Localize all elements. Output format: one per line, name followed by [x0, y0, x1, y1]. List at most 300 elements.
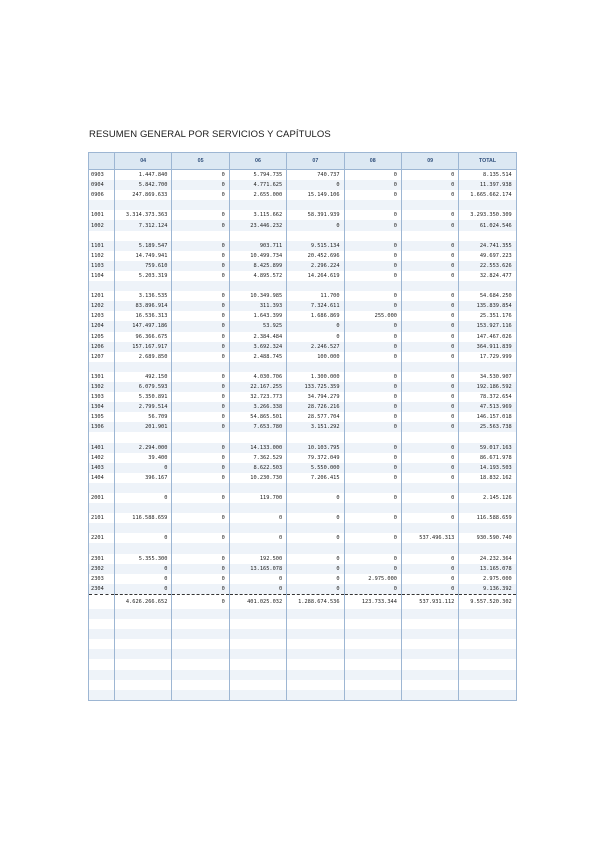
table-cell: 5.794.735: [229, 170, 286, 181]
empty-cell: [401, 670, 458, 680]
table-row: [89, 210, 517, 220]
table-cell: [287, 523, 344, 533]
table-cell: 0: [172, 382, 229, 392]
table-cell: 0: [344, 412, 401, 422]
table-cell: 0: [344, 251, 401, 261]
row-code-cell: [89, 503, 115, 513]
table-cell: 32.824.477: [459, 271, 516, 281]
header-row: [89, 153, 517, 170]
table-cell: 0: [401, 382, 458, 392]
table-cell: 0: [344, 402, 401, 412]
table-cell: 14.264.619: [287, 271, 344, 281]
table-cell: 15.149.106: [287, 190, 344, 200]
table-cell: 0: [172, 493, 229, 503]
table-cell: 3.136.535: [115, 291, 172, 301]
table-cell: 0: [115, 493, 172, 503]
table-cell: 0: [172, 251, 229, 261]
table-cell: [287, 503, 344, 513]
table-cell: 3.692.324: [229, 342, 286, 352]
table-cell: 0: [344, 241, 401, 251]
table-cell: 0: [115, 564, 172, 574]
row-code-cell: 2302: [89, 564, 115, 574]
empty-cell: [401, 609, 458, 619]
empty-cell: [229, 680, 286, 690]
table-cell: 14.193.503: [459, 463, 516, 473]
table-cell: 10.230.730: [229, 473, 286, 483]
table-cell: 759.610: [115, 261, 172, 271]
empty-cell: [401, 690, 458, 701]
table-cell: [287, 543, 344, 553]
table-cell: 14.133.000: [229, 443, 286, 453]
empty-cell: [115, 629, 172, 639]
empty-cell: [287, 619, 344, 629]
table-cell: 0: [344, 443, 401, 453]
table-cell: 0: [401, 291, 458, 301]
table-cell: 34.794.279: [287, 392, 344, 402]
table-cell: 0: [344, 554, 401, 564]
table-cell: [229, 231, 286, 241]
table-cell: 0: [401, 412, 458, 422]
table-cell: 7.312.124: [115, 220, 172, 230]
empty-cell: [172, 649, 229, 659]
table-cell: 2.655.000: [229, 190, 286, 200]
empty-cell: [344, 680, 401, 690]
table-row: [89, 443, 517, 453]
table-cell: 0: [401, 513, 458, 523]
table-cell: [401, 362, 458, 372]
row-code-cell: 1202: [89, 301, 115, 311]
empty-row: [89, 670, 517, 680]
table-row: [89, 321, 517, 331]
table-cell: 0: [172, 241, 229, 251]
empty-cell: [459, 670, 516, 680]
empty-cell: [89, 659, 115, 669]
empty-cell: [89, 649, 115, 659]
table-row: [89, 362, 517, 372]
table-cell: 3.314.373.363: [115, 210, 172, 220]
table-cell: 5.842.700: [115, 180, 172, 190]
table-cell: 8.622.503: [229, 463, 286, 473]
table-cell: [287, 231, 344, 241]
table-cell: 0: [287, 220, 344, 230]
row-code-cell: 1206: [89, 342, 115, 352]
empty-cell: [287, 680, 344, 690]
table-cell: 0: [401, 190, 458, 200]
table-row: [89, 372, 517, 382]
table-cell: 32.723.773: [229, 392, 286, 402]
table-cell: 0: [401, 372, 458, 382]
table-cell: [229, 200, 286, 210]
table-cell: [344, 543, 401, 553]
table-cell: 119.700: [229, 493, 286, 503]
empty-cell: [344, 649, 401, 659]
table-row: [89, 412, 517, 422]
empty-cell: [172, 690, 229, 701]
table-cell: 0: [172, 190, 229, 200]
table-cell: 5.203.319: [115, 271, 172, 281]
table-cell: [401, 483, 458, 493]
row-code-cell: 1402: [89, 453, 115, 463]
table-cell: 3.151.292: [287, 422, 344, 432]
row-code-cell: 1001: [89, 210, 115, 220]
empty-cell: [344, 690, 401, 701]
empty-cell: [401, 619, 458, 629]
empty-cell: [172, 609, 229, 619]
table-cell: 11.700: [287, 291, 344, 301]
table-cell: 34.530.907: [459, 372, 516, 382]
table-cell: 147.497.186: [115, 321, 172, 331]
table-cell: [401, 432, 458, 442]
table-cell: 0: [401, 473, 458, 483]
row-code-cell: [89, 200, 115, 210]
table-row: [89, 200, 517, 210]
table-cell: 0: [172, 311, 229, 321]
table-cell: 79.372.049: [287, 453, 344, 463]
table-cell: 0: [172, 301, 229, 311]
row-code-cell: 1305: [89, 412, 115, 422]
empty-row: [89, 649, 517, 659]
row-code-cell: 1002: [89, 220, 115, 230]
row-code-cell: 1303: [89, 392, 115, 402]
table-cell: 0: [229, 533, 286, 543]
row-code-cell: 2001: [89, 493, 115, 503]
table-row: [89, 554, 517, 564]
table-cell: 0: [401, 251, 458, 261]
empty-cell: [459, 619, 516, 629]
table-cell: 20.452.696: [287, 251, 344, 261]
table-cell: 0: [172, 342, 229, 352]
table-cell: 7.206.415: [287, 473, 344, 483]
table-cell: 28.726.216: [287, 402, 344, 412]
table-cell: 13.165.078: [459, 564, 516, 574]
table-cell: 0: [344, 332, 401, 342]
table-cell: [459, 523, 516, 533]
table-cell: 10.349.985: [229, 291, 286, 301]
table-cell: 0: [229, 513, 286, 523]
table-cell: 0: [344, 453, 401, 463]
table-cell: 14.749.941: [115, 251, 172, 261]
table-cell: 83.896.914: [115, 301, 172, 311]
table-cell: [459, 200, 516, 210]
table-cell: 49.697.223: [459, 251, 516, 261]
table-cell: [401, 200, 458, 210]
table-cell: [229, 483, 286, 493]
table-cell: 537.496.313: [401, 533, 458, 543]
row-code-cell: 1302: [89, 382, 115, 392]
table-cell: 100.000: [287, 352, 344, 362]
table-cell: 22.553.626: [459, 261, 516, 271]
table-cell: 0: [287, 493, 344, 503]
empty-cell: [287, 659, 344, 669]
empty-cell: [229, 609, 286, 619]
table-cell: [344, 503, 401, 513]
table-cell: 0: [401, 564, 458, 574]
row-code-cell: [89, 523, 115, 533]
empty-cell: [115, 670, 172, 680]
table-cell: 0: [172, 453, 229, 463]
table-cell: 54.865.501: [229, 412, 286, 422]
table-cell: 2.799.514: [115, 402, 172, 412]
table-row: [89, 301, 517, 311]
table-cell: 0: [401, 574, 458, 584]
table-cell: [229, 523, 286, 533]
table-cell: 0: [401, 342, 458, 352]
table-cell: 0: [172, 422, 229, 432]
table-row: [89, 422, 517, 432]
table-cell: [344, 432, 401, 442]
column-header: 08: [344, 153, 401, 170]
table-cell: [229, 281, 286, 291]
empty-cell: [344, 670, 401, 680]
column-header: 06: [229, 153, 286, 170]
table-cell: 903.711: [229, 241, 286, 251]
table-cell: 0: [344, 291, 401, 301]
table-cell: [229, 543, 286, 553]
row-code-cell: 2101: [89, 513, 115, 523]
table-cell: 7.324.611: [287, 301, 344, 311]
table-cell: 0: [115, 584, 172, 595]
table-cell: [229, 503, 286, 513]
empty-cell: [115, 659, 172, 669]
row-code-cell: 1306: [89, 422, 115, 432]
table-cell: 17.729.999: [459, 352, 516, 362]
table-cell: 96.366.675: [115, 332, 172, 342]
table-cell: 0: [115, 574, 172, 584]
table-cell: 2.975.000: [344, 574, 401, 584]
total-cell: 0: [172, 594, 229, 609]
column-header: 07: [287, 153, 344, 170]
table-cell: 16.536.313: [115, 311, 172, 321]
empty-cell: [89, 670, 115, 680]
row-code-cell: 1103: [89, 261, 115, 271]
table-cell: 23.446.232: [229, 220, 286, 230]
table-cell: 0: [172, 533, 229, 543]
table-cell: 0: [172, 574, 229, 584]
table-cell: [459, 503, 516, 513]
table-cell: 1.643.399: [229, 311, 286, 321]
empty-cell: [115, 619, 172, 629]
table-row: [89, 281, 517, 291]
table-cell: 740.737: [287, 170, 344, 181]
table-cell: [401, 523, 458, 533]
empty-cell: [89, 690, 115, 701]
table-cell: 5.355.300: [115, 554, 172, 564]
row-code-cell: 1207: [89, 352, 115, 362]
table-cell: 0: [344, 372, 401, 382]
table-cell: [344, 483, 401, 493]
table-row: [89, 543, 517, 553]
empty-cell: [229, 659, 286, 669]
empty-cell: [229, 619, 286, 629]
table-row: [89, 392, 517, 402]
row-code-cell: [89, 362, 115, 372]
table-cell: 0: [401, 453, 458, 463]
table-cell: 0: [344, 352, 401, 362]
table-cell: 28.577.704: [287, 412, 344, 422]
table-cell: 2.145.126: [459, 493, 516, 503]
table-cell: 0: [344, 190, 401, 200]
table-cell: 0: [344, 220, 401, 230]
empty-row: [89, 609, 517, 619]
table-cell: 0: [401, 170, 458, 181]
table-cell: 0: [344, 493, 401, 503]
table-row: [89, 291, 517, 301]
table-cell: [115, 543, 172, 553]
table-cell: 0: [172, 170, 229, 181]
table-cell: 0: [172, 584, 229, 595]
table-cell: [344, 281, 401, 291]
table-cell: [172, 362, 229, 372]
table-cell: [115, 523, 172, 533]
total-cell: [89, 594, 115, 609]
table-cell: 7.362.529: [229, 453, 286, 463]
table-cell: 116.588.659: [115, 513, 172, 523]
row-code-cell: 2303: [89, 574, 115, 584]
table-cell: 0: [172, 291, 229, 301]
total-cell: 537.931.112: [401, 594, 458, 609]
table-cell: [459, 362, 516, 372]
table-row: [89, 463, 517, 473]
table-cell: 0: [344, 342, 401, 352]
table-row: [89, 483, 517, 493]
table-cell: 0: [401, 210, 458, 220]
table-cell: 0: [172, 352, 229, 362]
row-code-cell: 0903: [89, 170, 115, 181]
row-code-cell: 1304: [89, 402, 115, 412]
empty-cell: [459, 690, 516, 701]
row-code-cell: 1404: [89, 473, 115, 483]
table-cell: 0: [401, 271, 458, 281]
empty-cell: [287, 690, 344, 701]
row-code-cell: [89, 483, 115, 493]
table-cell: [115, 231, 172, 241]
empty-cell: [344, 629, 401, 639]
table-cell: 157.167.917: [115, 342, 172, 352]
table-cell: 0: [115, 463, 172, 473]
table-cell: 5.189.547: [115, 241, 172, 251]
empty-cell: [344, 639, 401, 649]
empty-cell: [459, 649, 516, 659]
table-cell: 47.513.969: [459, 402, 516, 412]
table-cell: 6.079.593: [115, 382, 172, 392]
table-cell: [115, 200, 172, 210]
table-cell: 10.499.734: [229, 251, 286, 261]
table-cell: 0: [172, 392, 229, 402]
table-cell: 396.167: [115, 473, 172, 483]
table-cell: 5.350.891: [115, 392, 172, 402]
empty-cell: [115, 649, 172, 659]
total-cell: 9.557.520.302: [459, 594, 516, 609]
table-cell: 0: [172, 564, 229, 574]
column-header: 04: [115, 153, 172, 170]
table-cell: 146.157.018: [459, 412, 516, 422]
empty-cell: [401, 639, 458, 649]
table-cell: 13.165.078: [229, 564, 286, 574]
table-cell: 364.911.839: [459, 342, 516, 352]
table-cell: 5.550.000: [287, 463, 344, 473]
table-cell: 311.393: [229, 301, 286, 311]
table-cell: [344, 200, 401, 210]
table-cell: 0: [401, 180, 458, 190]
table-row: [89, 251, 517, 261]
table-cell: [172, 432, 229, 442]
empty-cell: [287, 649, 344, 659]
table-cell: [115, 362, 172, 372]
row-code-cell: [89, 231, 115, 241]
table-cell: 0: [401, 443, 458, 453]
table-cell: 25.563.738: [459, 422, 516, 432]
row-code-cell: 1205: [89, 332, 115, 342]
table-row: [89, 311, 517, 321]
table-cell: 0: [401, 422, 458, 432]
table-cell: 4.030.706: [229, 372, 286, 382]
table-cell: 0: [344, 422, 401, 432]
empty-cell: [172, 670, 229, 680]
table-cell: 25.351.176: [459, 311, 516, 321]
empty-cell: [401, 659, 458, 669]
table-cell: 0: [172, 513, 229, 523]
empty-cell: [401, 680, 458, 690]
empty-cell: [89, 639, 115, 649]
row-code-cell: 1301: [89, 372, 115, 382]
table-cell: 0: [229, 574, 286, 584]
table-row: [89, 382, 517, 392]
table-cell: 1.665.662.174: [459, 190, 516, 200]
table-cell: [115, 503, 172, 513]
empty-cell: [115, 639, 172, 649]
empty-row: [89, 619, 517, 629]
table-cell: 8.425.899: [229, 261, 286, 271]
table-cell: 0: [115, 533, 172, 543]
table-cell: [459, 281, 516, 291]
empty-cell: [89, 629, 115, 639]
table-cell: 0: [287, 554, 344, 564]
table-cell: 0: [401, 554, 458, 564]
table-cell: 9.136.392: [459, 584, 516, 595]
row-code-cell: 1104: [89, 271, 115, 281]
table-cell: 492.150: [115, 372, 172, 382]
table-cell: 0: [287, 513, 344, 523]
table-cell: 78.372.654: [459, 392, 516, 402]
table-cell: 0: [401, 301, 458, 311]
table-cell: 59.017.163: [459, 443, 516, 453]
empty-cell: [459, 609, 516, 619]
row-code-cell: 1204: [89, 321, 115, 331]
table-cell: 116.588.659: [459, 513, 516, 523]
summary-table: [88, 152, 517, 701]
total-cell: 123.733.344: [344, 594, 401, 609]
row-code-cell: [89, 432, 115, 442]
table-cell: 192.500: [229, 554, 286, 564]
table-cell: 0: [172, 180, 229, 190]
empty-cell: [459, 639, 516, 649]
row-code-cell: 0906: [89, 190, 115, 200]
table-cell: 201.901: [115, 422, 172, 432]
table-cell: 4.771.625: [229, 180, 286, 190]
table-row: [89, 523, 517, 533]
table-cell: 0: [229, 584, 286, 595]
table-cell: [172, 543, 229, 553]
table-row: [89, 332, 517, 342]
empty-row: [89, 659, 517, 669]
table-cell: 0: [344, 533, 401, 543]
totals-row: [89, 594, 517, 609]
table-cell: 2.384.484: [229, 332, 286, 342]
table-cell: 0: [344, 463, 401, 473]
table-cell: 133.725.359: [287, 382, 344, 392]
table-cell: [344, 362, 401, 372]
table-cell: 0: [287, 533, 344, 543]
